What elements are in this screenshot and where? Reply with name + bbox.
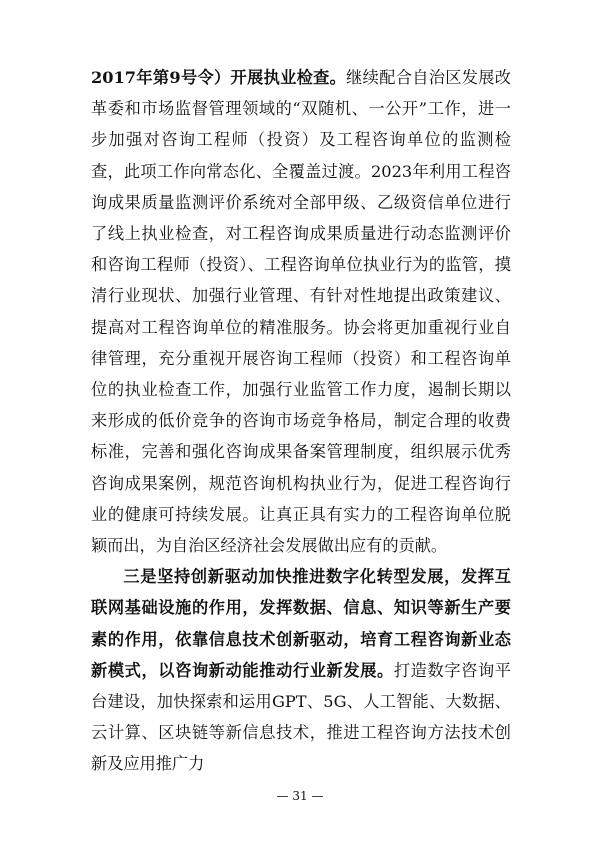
paragraph-1-regular-run: 继续配合自治区发展改革委和市场监督管理领域的“双随机、一公开”工作，进一步加强对咨询工程师（投资）及工程咨询单位的监测检查，此项工作向常态化、全覆盖过渡。2023年利用工程咨询成果质量监测评价系统对全部甲级、乙级资信单位进行了线上执业检查，对工程咨询成果质量进行动态监测评价和咨询工程师（投资）、工程咨询单位执业行为的监管，摸清行业现状、加强行业管理、有针对性地提出政策建议、提高对工程咨询单位的精准服务。协会将更加重视行业自律管理，充分重视开展咨询工程师（投资）和工程咨询单位的执业检查工作，加强行业监管工作力度，遏制长期以来形成的低价竞争的咨询市场竞争格局，制定合理的收费标准，完善和强化咨询成果备案管理制度，组织展示优秀咨询成果案例，规范咨询机构执业行为，促进工程咨询行业的健康可持续发展。让真正具有实力的工程咨询单位脱颖而出，为自治区经济社会发展做出应有的贡献。 (91, 68, 511, 556)
paragraph-2-regular-run: 打造数字咨询平台建设，加快探索和运用GPT、5G、人工智能、大数据、云计算、区块链等新信息技术，推进工程咨询方法技术创新及应用推广力 (91, 660, 511, 774)
page-number: — 31 — (276, 789, 324, 803)
paragraph-1 (91, 62, 511, 561)
paragraph-2-bold-run: 三是坚持创新驱动加快推进数字化转型发展，发挥互联网基础设施的作用，发挥数据、信息、知识等新生产要素的作用，依靠信息技术创新驱动，培育工程咨询新业态新模式，以咨询新动能推动行业新发展。 (91, 567, 511, 680)
paragraph-2 (91, 561, 511, 779)
body-text (91, 62, 511, 780)
paragraph-1-bold-run: 2017年第9号令）开展执业检查。 (91, 68, 347, 87)
